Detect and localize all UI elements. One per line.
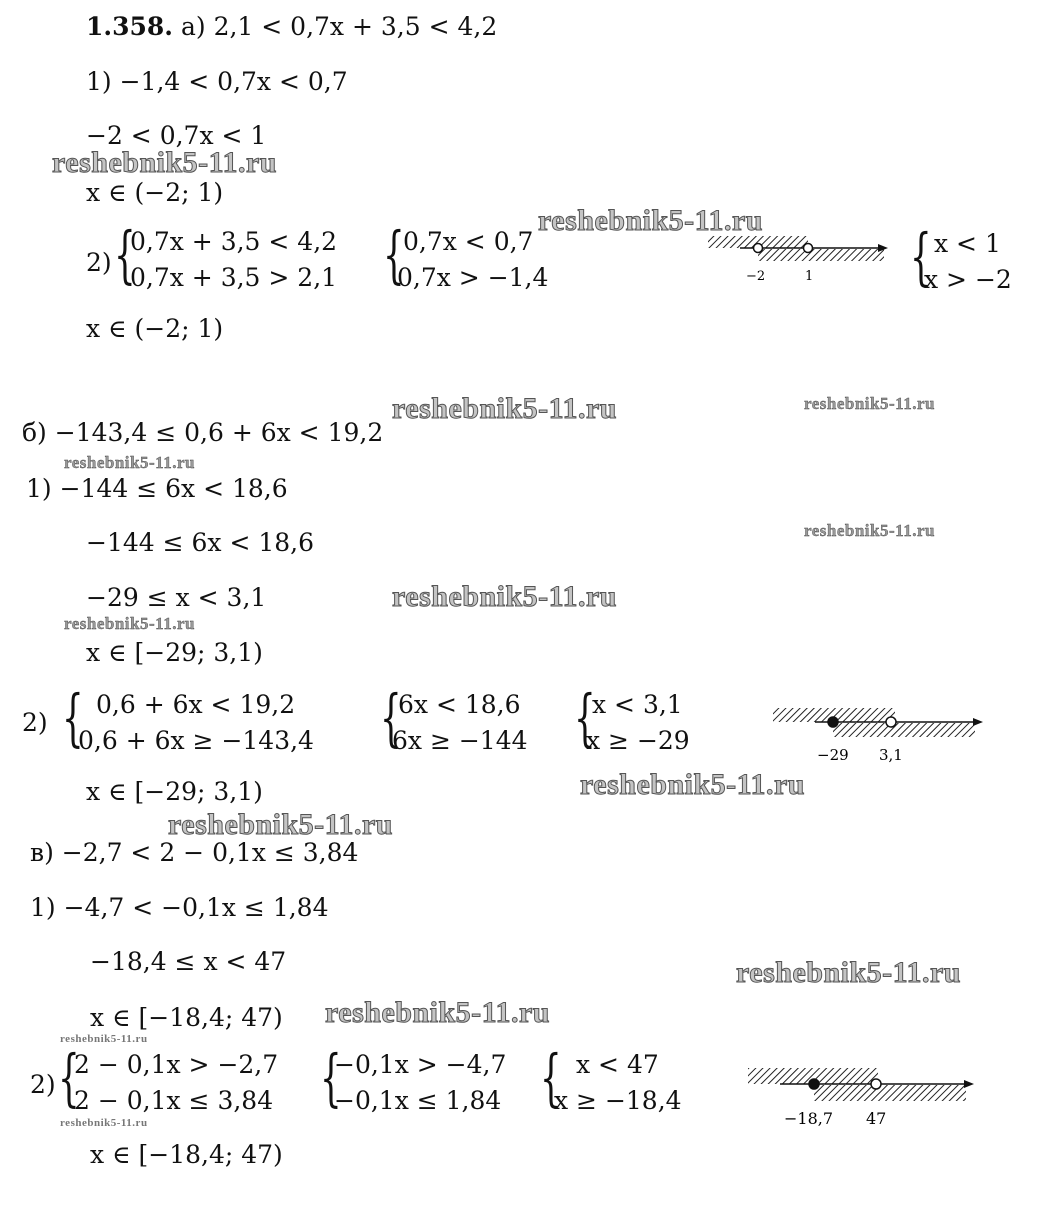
system-row: 0,6 + 6x < 19,2 xyxy=(96,690,296,719)
system-row: x > −2 xyxy=(924,265,1012,294)
tick-label-right: 1 xyxy=(805,269,814,284)
part-c-m1-step2: −18,4 ≤ x < 47 xyxy=(90,947,287,976)
system-row: 0,7x + 3,5 > 2,1 xyxy=(130,263,338,292)
part-c-label: в) xyxy=(30,838,54,867)
system-row: 0,6 + 6x ≥ −143,4 xyxy=(78,726,314,755)
hatch-region-x-greater xyxy=(833,723,975,737)
part-a-m1-step1-line xyxy=(86,67,348,97)
watermark: reshebnik5-11.ru xyxy=(580,768,805,801)
part-c-m2-label: 2) xyxy=(30,1070,56,1099)
part-c-statement-line xyxy=(30,838,358,868)
part-c-number-line xyxy=(740,1062,980,1134)
system-row: 0,7x + 3,5 < 4,2 xyxy=(130,227,338,256)
part-c-statement: −2,7 < 2 − 0,1x ≤ 3,84 xyxy=(61,838,359,867)
system-row: x < 1 xyxy=(934,229,1001,258)
watermark: reshebnik5-11.ru xyxy=(804,521,935,540)
system-row: x < 3,1 xyxy=(592,690,683,719)
brace-glyph: { xyxy=(380,681,402,754)
open-point-right xyxy=(871,1079,881,1089)
tick-label-left: −18,7 xyxy=(784,1109,834,1128)
axis-arrow-icon xyxy=(964,1080,974,1088)
brace-glyph: { xyxy=(320,1041,342,1114)
tick-label-left: −2 xyxy=(746,269,766,284)
part-a-m1-step2: −2 < 0,7x < 1 xyxy=(86,121,267,150)
watermark: reshebnik5-11.ru xyxy=(392,580,617,613)
open-point-right xyxy=(886,717,896,727)
system-row: 2 − 0,1x ≤ 3,84 xyxy=(74,1086,274,1115)
open-point-left xyxy=(754,244,763,253)
method-label: 1) xyxy=(86,67,112,96)
part-c-m2-answer: x ∈ [−18,4; 47) xyxy=(90,1140,283,1169)
brace-glyph: { xyxy=(62,681,84,754)
part-a-statement: 2,1 < 0,7x + 3,5 < 4,2 xyxy=(213,12,498,41)
part-a-statement-line xyxy=(86,12,497,42)
part-b-number-line xyxy=(765,700,995,770)
tick-label-right: 47 xyxy=(866,1109,887,1128)
watermark: reshebnik5-11.ru xyxy=(52,146,277,179)
system-row: 2 − 0,1x > −2,7 xyxy=(74,1050,279,1079)
watermark: reshebnik5-11.ru xyxy=(64,453,195,472)
problem-number: 1.358. xyxy=(86,12,173,41)
open-point-right xyxy=(804,244,813,253)
system-row: x ≥ −18,4 xyxy=(554,1086,682,1115)
tick-label-left: −29 xyxy=(817,746,849,764)
brace-glyph: { xyxy=(574,681,596,754)
watermark: reshebnik5-11.ru xyxy=(325,996,550,1029)
brace-glyph: { xyxy=(910,220,932,293)
part-b-statement: −143,4 ≤ 0,6 + 6x < 19,2 xyxy=(54,418,384,447)
system-row: 6x ≥ −144 xyxy=(392,726,528,755)
part-b-m2-answer: x ∈ [−29; 3,1) xyxy=(86,777,263,806)
system-row: 0,7x < 0,7 xyxy=(403,227,534,256)
tick-label-right: 3,1 xyxy=(879,746,903,764)
system-row: −0,1x ≤ 1,84 xyxy=(334,1086,502,1115)
system-row: 0,7x > −1,4 xyxy=(397,263,549,292)
system-row: −0,1x > −4,7 xyxy=(334,1050,507,1079)
part-c-m1-step1-line xyxy=(30,893,328,923)
part-b-label: б) xyxy=(22,418,47,447)
part-a-m1-answer: x ∈ (−2; 1) xyxy=(86,178,224,207)
watermark: reshebnik5-11.ru xyxy=(60,1033,148,1045)
watermark: reshebnik5-11.ru xyxy=(64,614,195,633)
brace-glyph: { xyxy=(383,218,405,291)
part-b-m1-answer: x ∈ [−29; 3,1) xyxy=(86,638,263,667)
brace-glyph: { xyxy=(58,1041,80,1114)
watermark: reshebnik5-11.ru xyxy=(538,204,763,237)
watermark: reshebnik5-11.ru xyxy=(736,956,961,989)
part-c-m1-answer: x ∈ [−18,4; 47) xyxy=(90,1003,283,1032)
axis-arrow-icon xyxy=(973,718,983,726)
watermark: reshebnik5-11.ru xyxy=(804,394,935,413)
hatch-region-x-greater xyxy=(758,249,884,261)
part-b-m1-step3: −29 ≤ x < 3,1 xyxy=(86,583,267,612)
watermark: reshebnik5-11.ru xyxy=(60,1117,148,1129)
filled-point-left xyxy=(809,1079,819,1089)
watermark: reshebnik5-11.ru xyxy=(392,392,617,425)
part-b-m2-label: 2) xyxy=(22,708,48,737)
brace-glyph: { xyxy=(540,1041,562,1114)
method-label: 1) xyxy=(30,893,56,922)
filled-point-left xyxy=(828,717,838,727)
watermark: reshebnik5-11.ru xyxy=(168,808,393,841)
system-row: 6x < 18,6 xyxy=(398,690,521,719)
system-row: x < 47 xyxy=(576,1050,659,1079)
part-b-statement-line xyxy=(22,418,383,448)
system-row: x ≥ −29 xyxy=(586,726,690,755)
part-b-m1-step1: −144 ≤ 6x < 18,6 xyxy=(59,474,288,503)
method-label: 1) xyxy=(26,474,52,503)
part-c-m1-step1: −4,7 < −0,1x ≤ 1,84 xyxy=(63,893,329,922)
brace-glyph: { xyxy=(114,218,136,291)
hatch-region-x-greater xyxy=(814,1085,966,1101)
part-b-m1-step1-line xyxy=(26,474,288,504)
part-a-m1-step1: −1,4 < 0,7x < 0,7 xyxy=(119,67,348,96)
part-a-m2-answer: x ∈ (−2; 1) xyxy=(86,314,224,343)
part-b-m1-step2: −144 ≤ 6x < 18,6 xyxy=(86,528,315,557)
part-a-m2-label: 2) xyxy=(86,248,112,277)
part-a-label: а) xyxy=(180,12,206,41)
